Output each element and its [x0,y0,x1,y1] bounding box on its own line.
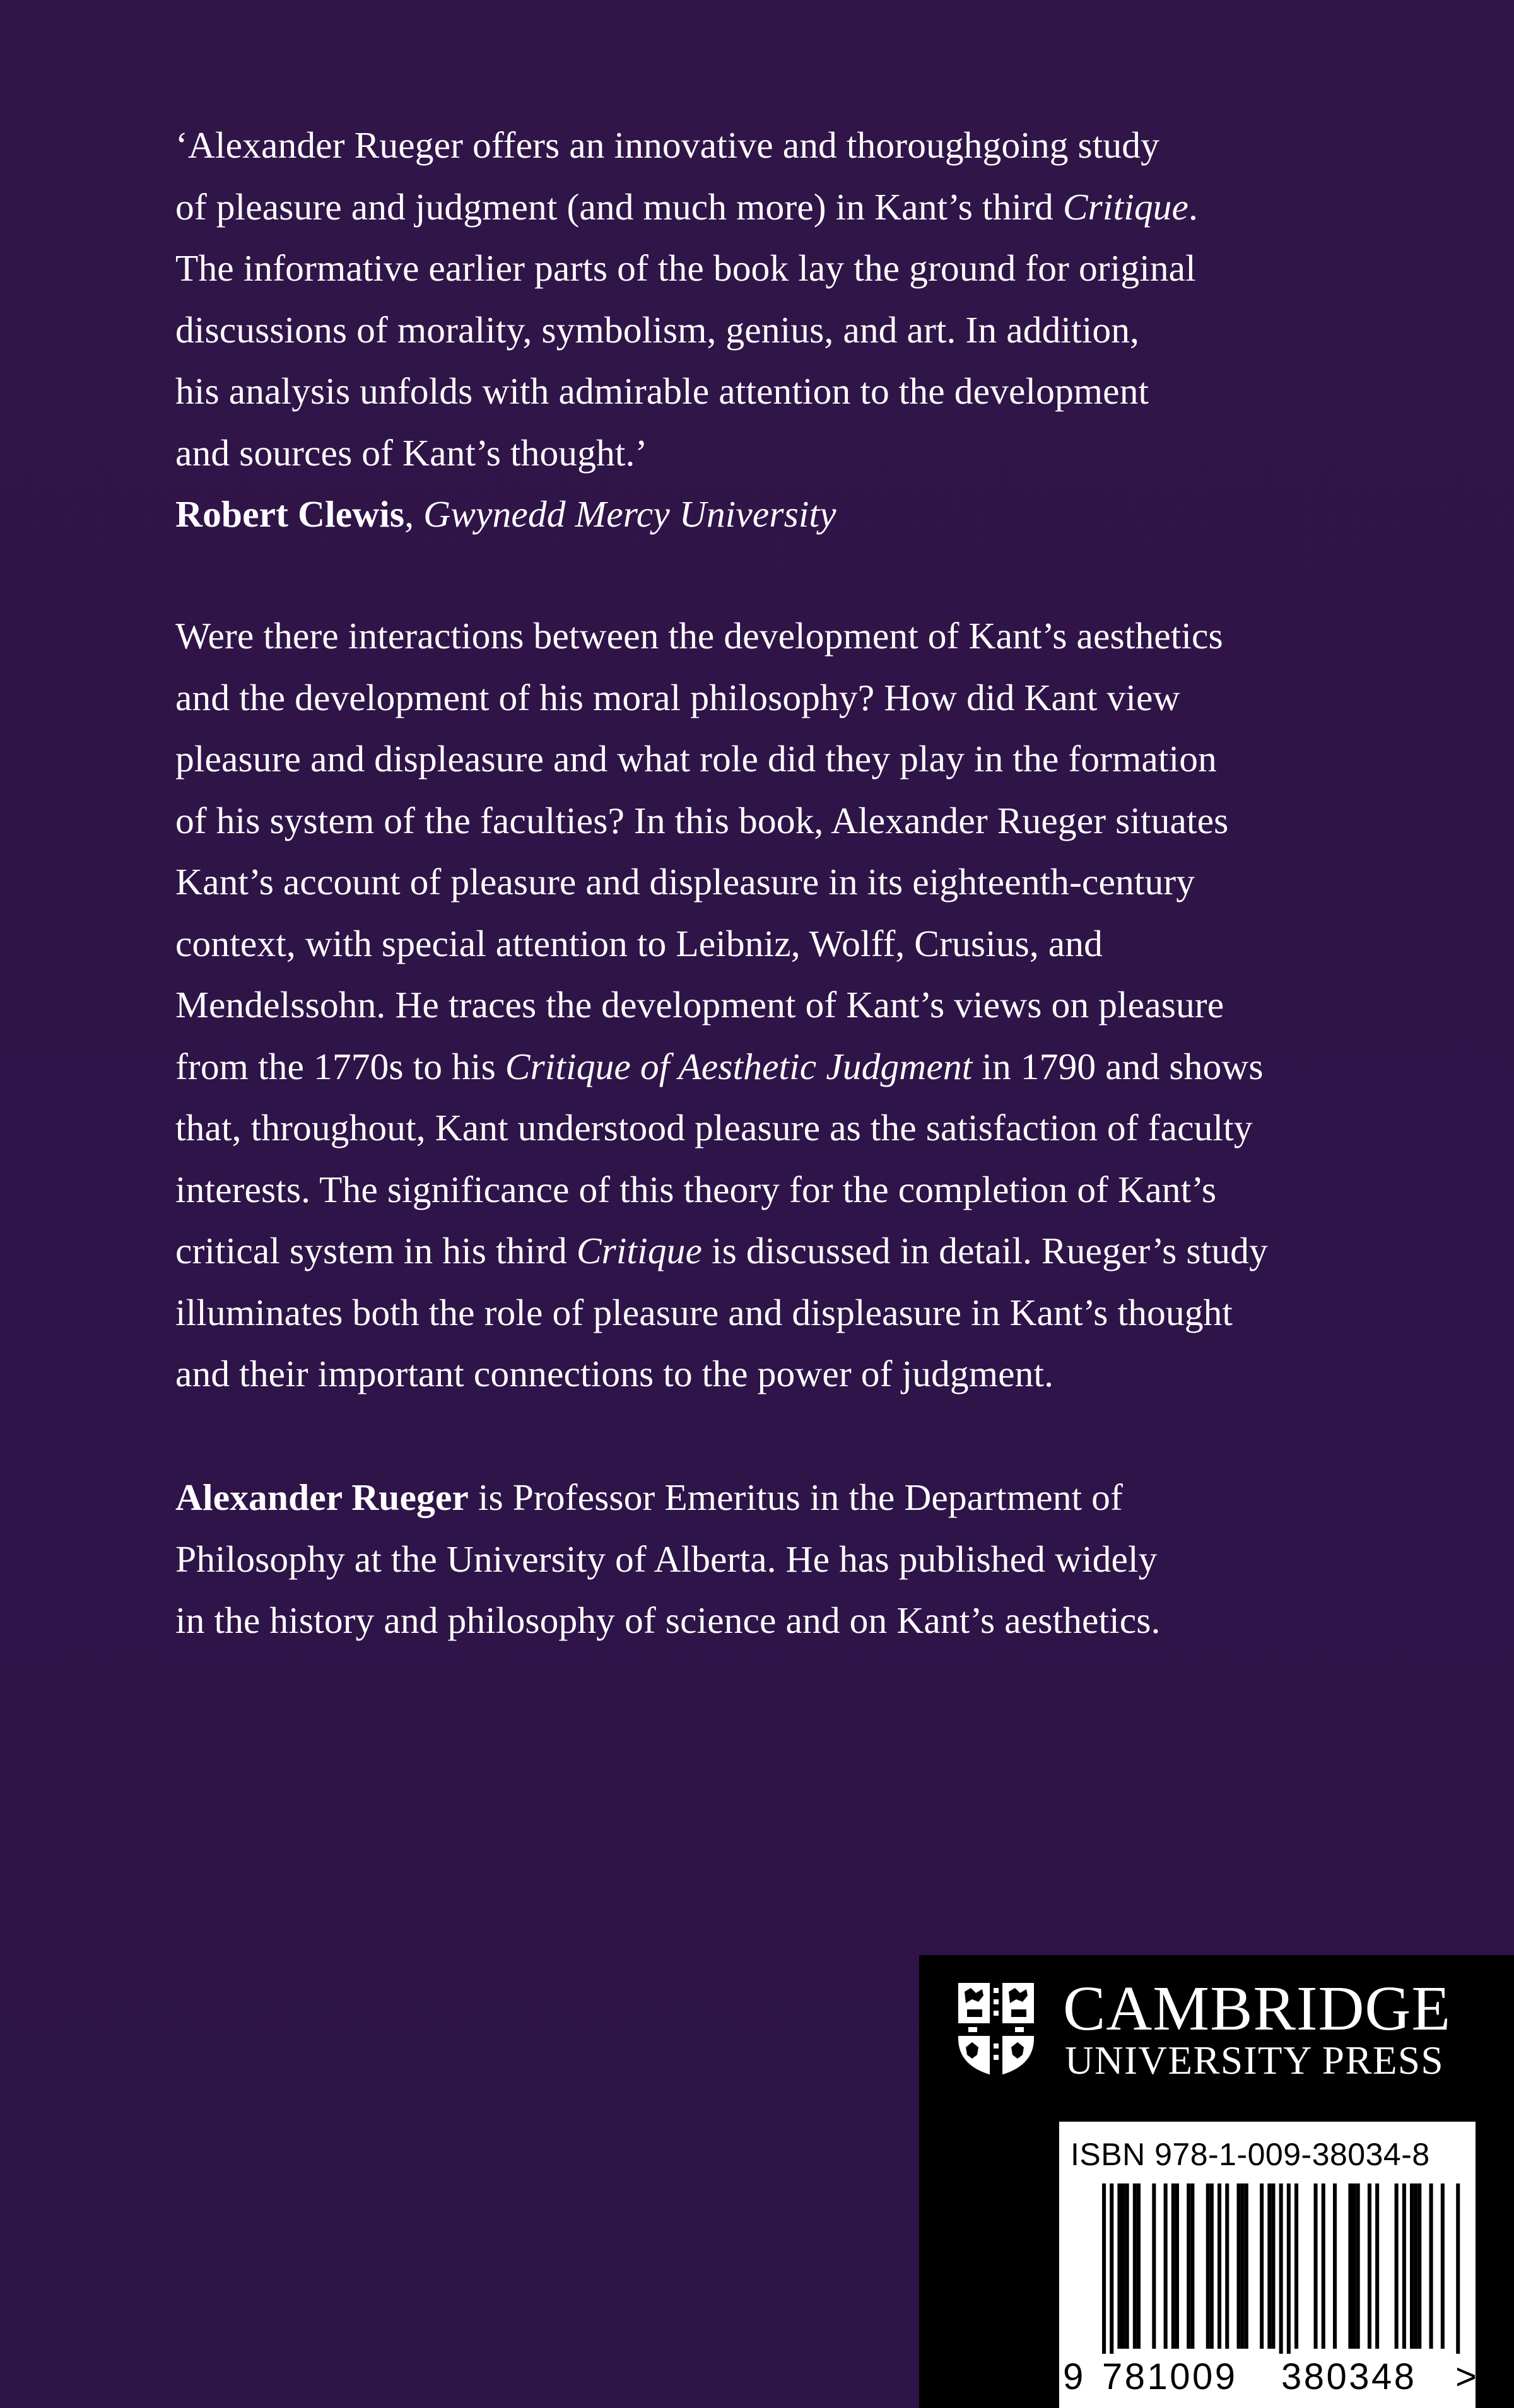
barcode-bar [1271,2183,1275,2349]
barcode-bar [1456,2183,1460,2354]
barcode-bar [1245,2183,1248,2349]
text-run: context, with special attention to Leibniz, Wolff, Crusius, and [175,922,1103,964]
barcode-bar [1225,2183,1229,2349]
text-run: Mendelssohn. He traces the development of Kant’s views on pleasure [175,984,1224,1026]
barcode-bar [1417,2183,1421,2349]
text-run: pleasure and displeasure and what role did they play in the formation [175,738,1217,780]
barcode-bar [1171,2183,1175,2349]
barcode-bar [1117,2183,1121,2349]
text-line [175,728,1349,790]
barcode-bar [1190,2183,1194,2349]
text-line [175,115,1349,177]
text-line [175,1097,1349,1159]
barcode-bar [1241,2183,1245,2349]
text-line [175,177,1349,238]
barcode-bar [1368,2183,1371,2349]
endorsement-quote [175,115,1349,546]
text-run: discussions of morality, symbolism, genius, and art. In addition, [175,308,1140,351]
text-run: that, throughout, Kant understood pleasure as the satisfaction of faculty [175,1107,1253,1148]
text-line [175,974,1349,1036]
text-line [175,1220,1349,1282]
barcode-bar [1414,2183,1417,2349]
reviewer-name: Robert Clewis [175,493,405,535]
barcode-bar [1322,2183,1325,2349]
text-line [175,1529,1349,1591]
text-run: of pleasure and judgment (and much more) in Kant’s third [175,185,1063,228]
barcode-bar [1356,2183,1360,2349]
barcode-bar [1122,2183,1125,2349]
cambridge-shield-icon [956,1980,1036,2079]
ean-lead-digit: 9 [1063,2356,1086,2397]
text-run: Philosophy at the University of Alberta. He has published widely [175,1538,1158,1580]
barcode-bar [1237,2183,1241,2349]
barcode-bar [1218,2183,1221,2349]
text-run: from the 1770s to his [175,1045,505,1087]
reviewer-affiliation: Gwynedd Mercy University [423,493,836,535]
barcode-bar [1210,2183,1214,2349]
barcode-bar [1152,2183,1156,2349]
text-run: in 1790 and shows [972,1045,1264,1087]
barcode-bar [1314,2183,1318,2349]
text-line [175,423,1349,484]
barcode-bar [1333,2183,1337,2349]
text-run: of his system of the faculties? In this book, Alexander Rueger situates [175,799,1229,841]
text-run: in the history and philosophy of science and on Kant’s aesthetics. [175,1599,1161,1641]
barcode-bar [1429,2183,1433,2349]
text-run: and their important connections to the power of judgment. [175,1353,1054,1394]
barcode-bar [1175,2183,1179,2349]
barcode-bar [1187,2183,1190,2349]
text-run: ‘Alexander Rueger offers an innovative and thoroughgoing study [175,124,1159,166]
endorsement-attribution [175,484,1349,546]
text-line [175,605,1349,667]
text-run: The informative earlier parts of the book lay the ground for original [175,247,1196,289]
barcode-bar [1395,2183,1399,2349]
text-line [175,667,1349,729]
publisher-name: CAMBRIDGE [1063,1973,1452,2043]
text-run: Were there interactions between the development of Kant’s aesthetics [175,615,1223,657]
text-line [175,1036,1349,1098]
barcode-bar [1260,2183,1264,2349]
barcode-bar [1348,2183,1352,2349]
barcode-bar [1102,2183,1106,2354]
barcode-bar [1164,2183,1168,2349]
text-run: Critique [576,1230,702,1271]
text-run: illuminates both the role of pleasure and displeasure in Kant’s thought [175,1291,1233,1333]
text-run: and the development of his moral philosophy? How did Kant view [175,676,1180,718]
text-line [175,1590,1349,1652]
isbn-barcode [1059,2122,1479,2408]
barcode-bar [1353,2183,1356,2349]
text-run: Critique of Aesthetic Judgment [505,1045,973,1087]
text-line [175,1343,1349,1405]
barcode-bar [1441,2183,1445,2349]
text-run: Alexander Rueger [175,1476,469,1518]
text-run: Kant’s account of pleasure and displeasure in its eighteenth-century [175,861,1195,903]
text-line [175,1159,1349,1221]
barcode-bar [1410,2183,1414,2349]
barcode-bar [1279,2183,1283,2354]
publisher-box [919,1955,1514,2408]
text-line [175,790,1349,852]
text-run: and sources of Kant’s thought.’ [175,431,648,474]
ean-quiet-zone-marker: > [1455,2356,1479,2397]
isbn-label: ISBN 978-1-009-38034-8 [1071,2137,1430,2172]
text-line [175,361,1349,423]
text-run: critical system in his third [175,1230,577,1271]
barcode-bar [1375,2183,1379,2349]
barcode-bar [1137,2183,1141,2349]
reviewer-separator: , [404,493,424,535]
publisher-subtitle: UNIVERSITY PRESS [1065,2038,1444,2083]
text-run: is discussed in detail. Rueger’s study [701,1230,1268,1271]
barcode-bar [1294,2183,1298,2349]
barcode-bar [1206,2183,1210,2349]
ean-left-digits: 781009 [1102,2356,1238,2397]
text-line [175,300,1349,361]
barcode-bar [1402,2183,1406,2349]
text-run: Critique [1062,185,1189,228]
text-line [175,1282,1349,1344]
text-run: is Professor Emeritus in the Department of [468,1476,1123,1518]
text-line [175,1467,1349,1529]
ean-right-digits: 380348 [1281,2356,1417,2397]
barcode-bar [1287,2183,1291,2354]
text-line [175,913,1349,975]
barcode-bar [1110,2183,1113,2354]
text-run: his analysis unfolds with admirable attention to the development [175,370,1149,412]
book-description [175,605,1349,1405]
text-run: . [1188,185,1199,228]
barcode-bar [1267,2183,1271,2349]
barcode-bar [1133,2183,1137,2349]
text-run: interests. The significance of this theory for the completion of Kant’s [175,1168,1217,1210]
author-biography [175,1467,1349,1652]
barcode-bars [1072,2183,1463,2354]
text-line [175,851,1349,913]
barcode-bar [1125,2183,1129,2349]
text-line [175,238,1349,300]
